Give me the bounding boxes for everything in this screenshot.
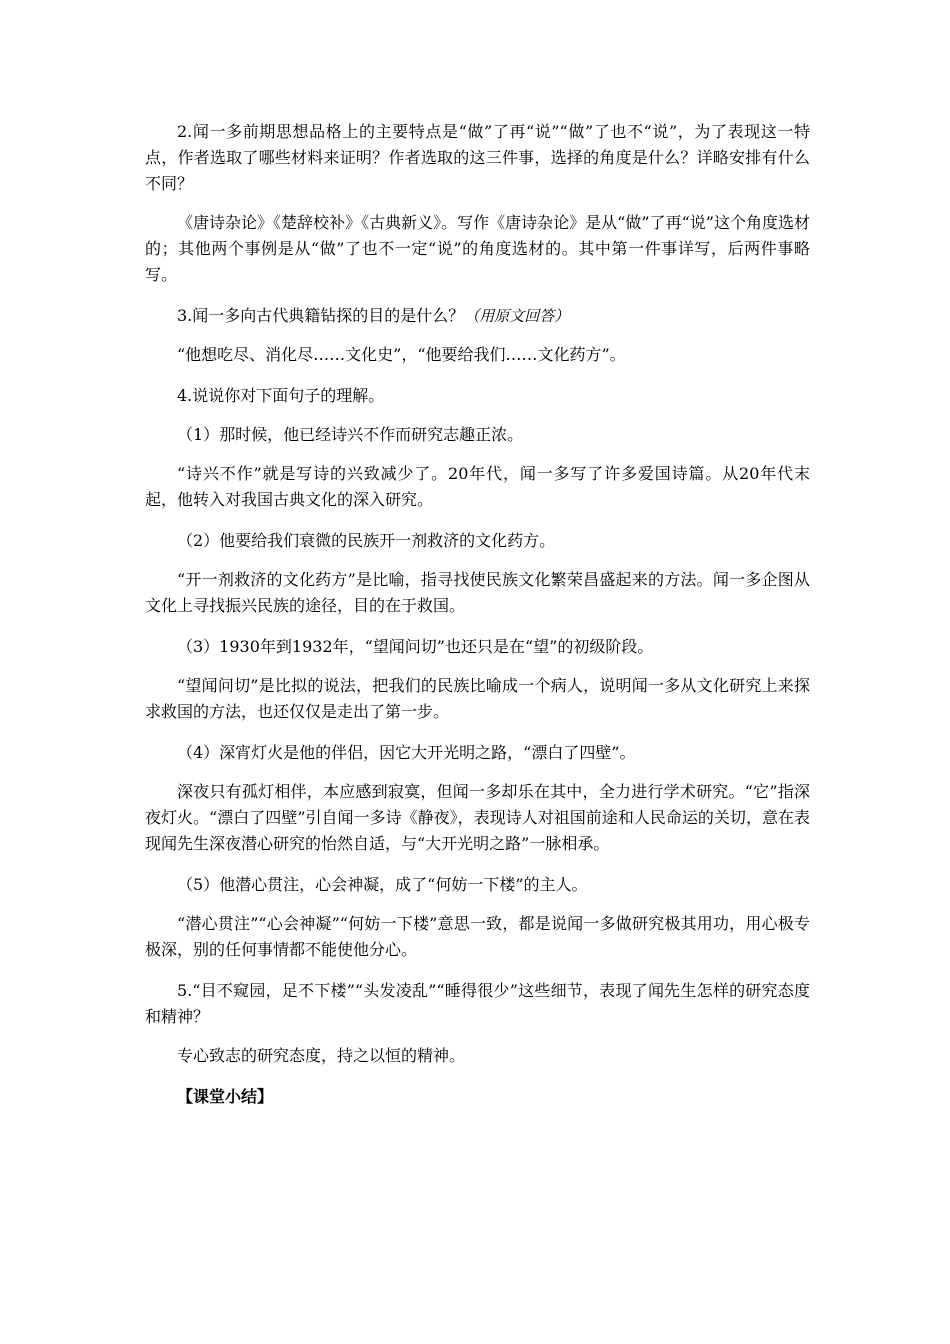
answer-4-4: 深夜只有孤灯相伴，本应感到寂寞，但闻一多却乐在其中，全力进行学术研究。“它”指深夜灯火。“漂白了四壁”引自闻一多诗《静夜》，表现诗人对祖国前途和人民命运的关切，意在表现闻先生深夜潜心研究的怡然自适，与“大开光明之路”一脉相承。: [145, 782, 810, 853]
document-page: [145, 119, 810, 1110]
answer-5: 专心致志的研究态度，持之以恒的精神。: [177, 1046, 466, 1065]
question-2: 2.闻一多前期思想品格上的主要特点是“做”了再“说”“做”了也不“说”，为了表现这一特点，作者选取了哪些材料来证明？作者选取的这三件事，选择的角度是什么？详略安排有什么不同？: [145, 122, 810, 193]
question-5: 5.“目不窥园，足不下楼”“头发凌乱”“睡得很少”这些细节，表现了闻先生怎样的研究态度和精神？: [145, 981, 810, 1026]
answer-4-2: “开一剂救济的文化药方”是比喻，指寻找使民族文化繁荣昌盛起来的方法。闻一多企图从文化上寻找振兴民族的途径，目的在于救国。: [145, 570, 810, 615]
sentence-4-2: （2）他要给我们衰微的民族开一剂救济的文化药方。: [177, 531, 556, 550]
sentence-4-1: （1）那时候，他已经诗兴不作而研究志趣正浓。: [177, 425, 524, 444]
sentence-4-3: （3）1930年到1932年，“望闻问切”也还只是在“望”的初级阶段。: [177, 637, 654, 656]
sentence-4-5: （5）他潜心贯注，心会神凝，成了“何妨一下楼”的主人。: [177, 875, 588, 894]
question-3: [145, 303, 810, 329]
answer-4-1: “诗兴不作”就是写诗的兴致减少了。20年代，闻一多写了许多爱国诗篇。从20年代末起，他转入对我国古典文化的深入研究。: [145, 464, 810, 509]
answer-2: 《唐诗杂论》《楚辞校补》《古典新义》。写作《唐诗杂论》是从“做”了再“说”这个角度选材的；其他两个事例是从“做”了也不一定“说”的角度选材的。其中第一件事详写，后两件事略写。: [145, 213, 810, 284]
answer-3: “他想吃尽、消化尽……文化史”，“他要给我们……文化药方”。: [177, 345, 626, 364]
question-3-note: （用原文回答）: [464, 307, 570, 325]
sentence-4-4: （4）深宵灯火是他的伴侣，因它大开光明之路，“漂白了四壁”。: [177, 743, 636, 762]
answer-4-5: “潜心贯注”“心会神凝”“何妨一下楼”意思一致，都是说闻一多做研究极其用功，用心极专极深，别的任何事情都不能使他分心。: [145, 914, 810, 959]
question-4: 4.说说你对下面句子的理解。: [177, 386, 385, 405]
section-heading-class-summary: 【课堂小结】: [177, 1087, 274, 1106]
question-3-text: 3.闻一多向古代典籍钻探的目的是什么？: [177, 306, 465, 325]
answer-4-3: “望闻问切”是比拟的说法，把我们的民族比喻成一个病人，说明闻一多从文化研究上来探求救国的方法，也还仅仅是走出了第一步。: [145, 676, 810, 721]
